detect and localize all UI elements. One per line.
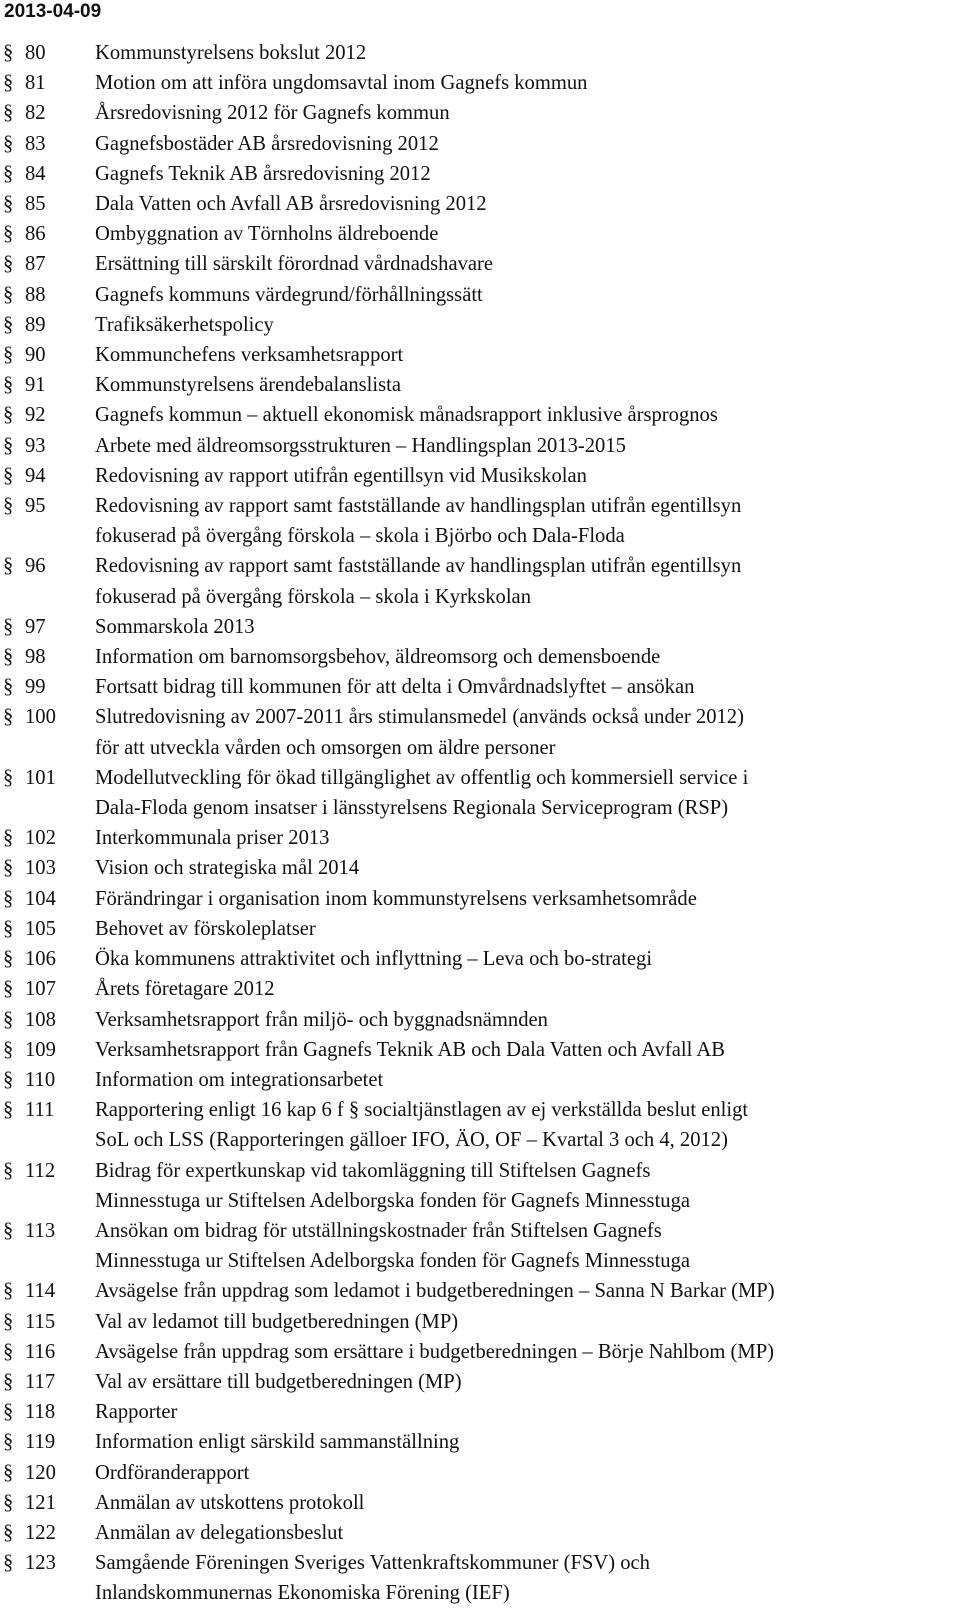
item-title-line: Behovet av förskoleplatser <box>95 917 316 940</box>
section-symbol: § <box>3 1219 14 1242</box>
item-title-line: Redovisning av rapport samt fastställande av handlingsplan utifrån egentillsyn <box>95 555 742 578</box>
agenda-item <box>0 1427 960 1457</box>
item-number: 82 <box>25 102 46 125</box>
item-title-line: Gagnefs Teknik AB årsredovisning 2012 <box>95 162 431 185</box>
agenda-item <box>0 551 960 611</box>
item-number: 108 <box>25 1008 56 1031</box>
section-symbol: § <box>3 827 14 850</box>
agenda-item <box>0 461 960 491</box>
item-title-line: Redovisning av rapport samt fastställande av handlingsplan utifrån egentillsyn <box>95 495 742 518</box>
item-number: 112 <box>25 1159 56 1182</box>
item-title <box>95 914 960 944</box>
item-number: 110 <box>25 1068 56 1091</box>
item-title <box>95 370 960 400</box>
item-number: 89 <box>25 313 46 336</box>
section-symbol: § <box>3 555 14 578</box>
item-title <box>95 853 960 883</box>
item-title <box>95 189 960 219</box>
agenda-item <box>0 1156 960 1216</box>
section-symbol: § <box>3 1280 14 1303</box>
item-title <box>95 1005 960 1035</box>
item-number: 117 <box>25 1370 56 1393</box>
item-title <box>95 431 960 461</box>
item-title-line: Val av ersättare till budgetberedningen (MP) <box>95 1370 462 1393</box>
item-title-line: Gagnefsbostäder AB årsredovisning 2012 <box>95 132 439 155</box>
section-symbol: § <box>3 706 14 729</box>
item-title-line: Avsägelse från uppdrag som ersättare i budgetberedningen – Börje Nahlbom (MP) <box>95 1340 775 1363</box>
agenda-item <box>0 1488 960 1518</box>
item-title <box>95 1427 960 1457</box>
section-symbol: § <box>3 615 14 638</box>
agenda-item <box>0 219 960 249</box>
item-number: 120 <box>25 1461 56 1484</box>
item-title-line: Kommunstyrelsens ärendebalanslista <box>95 374 401 397</box>
item-number: 88 <box>25 283 46 306</box>
section-symbol: § <box>3 1370 14 1393</box>
item-title-line: Ansökan om bidrag för utställningskostnader från Stiftelsen Gagnefs <box>95 1219 662 1242</box>
item-title-line: Val av ledamot till budgetberedningen (MP) <box>95 1310 459 1333</box>
section-symbol: § <box>3 676 14 699</box>
item-title-line: Ersättning till särskilt förordnad vårdnadshavare <box>95 253 494 276</box>
item-number: 99 <box>25 676 46 699</box>
section-symbol: § <box>3 887 14 910</box>
item-title <box>95 702 960 762</box>
section-symbol: § <box>3 223 14 246</box>
section-symbol: § <box>3 1340 14 1363</box>
item-number: 85 <box>25 193 46 216</box>
item-title <box>95 974 960 1004</box>
item-number: 121 <box>25 1491 56 1514</box>
item-title <box>95 1065 960 1095</box>
section-symbol: § <box>3 948 14 971</box>
section-symbol: § <box>3 978 14 1001</box>
agenda-item <box>0 98 960 128</box>
item-title <box>95 1488 960 1518</box>
document-date: 2013-04-09 <box>4 1 102 22</box>
item-title-line: Slutredovisning av 2007-2011 års stimulansmedel (används också under 2012) <box>95 706 744 729</box>
section-symbol: § <box>3 374 14 397</box>
item-number: 80 <box>25 42 46 64</box>
agenda-item <box>0 1337 960 1367</box>
item-title <box>95 461 960 491</box>
section-symbol: § <box>3 162 14 185</box>
item-title <box>95 249 960 279</box>
item-title-line: Kommunchefens verksamhetsrapport <box>95 344 404 367</box>
item-title-line: Information enligt särskild sammanställning <box>95 1431 460 1454</box>
item-title <box>95 129 960 159</box>
section-symbol: § <box>3 1008 14 1031</box>
item-number: 109 <box>25 1038 56 1061</box>
section-symbol: § <box>3 313 14 336</box>
agenda-item <box>0 1397 960 1427</box>
section-symbol: § <box>3 72 14 95</box>
item-title-line: Anmälan av delegationsbeslut <box>95 1521 344 1544</box>
item-title <box>95 491 960 551</box>
item-number: 113 <box>25 1219 56 1242</box>
agenda-item <box>0 1307 960 1337</box>
item-number: 84 <box>25 162 46 185</box>
agenda-item <box>0 1367 960 1397</box>
item-title <box>95 1307 960 1337</box>
section-symbol: § <box>3 1552 14 1575</box>
item-title-line: Verksamhetsrapport från Gagnefs Teknik AB och Dala Vatten och Avfall AB <box>95 1038 725 1061</box>
item-title <box>95 1156 960 1216</box>
item-number: 90 <box>25 344 46 367</box>
agenda-item <box>0 642 960 672</box>
item-title-line: Redovisning av rapport utifrån egentillsyn vid Musikskolan <box>95 464 587 487</box>
agenda-item <box>0 431 960 461</box>
item-number: 93 <box>25 434 46 457</box>
item-title-line: Gagnefs kommun – aktuell ekonomisk månadsrapport inklusive årsprognos <box>95 404 718 427</box>
item-title <box>95 1548 960 1608</box>
item-number: 107 <box>25 978 56 1001</box>
agenda-item <box>0 1458 960 1488</box>
item-title-line: Rapportering enligt 16 kap 6 f § socialtjänstlagen av ej verkställda beslut enligt <box>95 1099 749 1122</box>
item-title <box>95 38 960 68</box>
section-symbol: § <box>3 404 14 427</box>
agenda-item <box>0 1276 960 1306</box>
item-title <box>95 310 960 340</box>
item-title <box>95 1276 960 1306</box>
agenda-item <box>0 914 960 944</box>
agenda-item <box>0 763 960 823</box>
item-number: 102 <box>25 827 56 850</box>
item-title <box>95 551 960 611</box>
item-title-line: Information om integrationsarbetet <box>95 1068 384 1091</box>
item-title-line: Rapporter <box>95 1401 178 1424</box>
item-title <box>95 219 960 249</box>
item-title <box>95 763 960 823</box>
item-title-line: Sommarskola 2013 <box>95 615 255 638</box>
item-number: 100 <box>25 706 56 729</box>
agenda-item <box>0 280 960 310</box>
section-symbol: § <box>3 1461 14 1484</box>
item-title-line: Avsägelse från uppdrag som ledamot i budgetberedningen – Sanna N Barkar (MP) <box>95 1280 775 1303</box>
agenda-item <box>0 249 960 279</box>
item-title-line: Förändringar i organisation inom kommunstyrelsens verksamhetsområde <box>95 887 697 910</box>
item-title <box>95 1518 960 1548</box>
item-title-line: Dala Vatten och Avfall AB årsredovisning 2012 <box>95 193 487 216</box>
item-title <box>95 1397 960 1427</box>
item-title <box>95 1035 960 1065</box>
section-symbol: § <box>3 1099 14 1122</box>
agenda-item <box>0 129 960 159</box>
item-number: 115 <box>25 1310 56 1333</box>
section-symbol: § <box>3 1521 14 1544</box>
item-title-line: Arbete med äldreomsorgsstrukturen – Handlingsplan 2013-2015 <box>95 434 626 457</box>
item-title <box>95 68 960 98</box>
section-symbol: § <box>3 42 14 64</box>
agenda-item <box>0 1518 960 1548</box>
agenda-item <box>0 1548 960 1608</box>
section-symbol: § <box>3 1401 14 1424</box>
agenda-item <box>0 340 960 370</box>
agenda-item <box>0 38 960 68</box>
agenda-item <box>0 189 960 219</box>
agenda-item <box>0 884 960 914</box>
item-title-line: Inlandskommunernas Ekonomiska Förening (IEF) <box>95 1582 510 1605</box>
agenda-item <box>0 853 960 883</box>
item-number: 111 <box>25 1099 55 1122</box>
agenda-item <box>0 310 960 340</box>
item-title-line: Minnesstuga ur Stiftelsen Adelborgska fonden för Gagnefs Minnesstuga <box>95 1250 691 1273</box>
section-symbol: § <box>3 1491 14 1514</box>
agenda-item <box>0 672 960 702</box>
item-number: 81 <box>25 72 46 95</box>
item-title-line: Öka kommunens attraktivitet och inflyttning – Leva och bo-strategi <box>95 948 653 971</box>
item-title-line: Modellutveckling för ökad tillgänglighet av offentlig och kommersiell service i <box>95 766 749 789</box>
section-symbol: § <box>3 857 14 880</box>
item-title <box>95 1367 960 1397</box>
item-title <box>95 884 960 914</box>
item-number: 87 <box>25 253 46 276</box>
item-title <box>95 340 960 370</box>
item-title <box>95 672 960 702</box>
item-title-line: Interkommunala priser 2013 <box>95 827 330 850</box>
item-number: 118 <box>25 1401 56 1424</box>
agenda-item <box>0 1216 960 1276</box>
section-symbol: § <box>3 193 14 216</box>
item-title-line: Ordföranderapport <box>95 1461 250 1484</box>
item-number: 106 <box>25 948 56 971</box>
item-title-line: Årets företagare 2012 <box>95 978 275 1001</box>
agenda-item <box>0 612 960 642</box>
item-title <box>95 1337 960 1367</box>
item-title <box>95 400 960 430</box>
item-title-line: Kommunstyrelsens bokslut 2012 <box>95 42 367 64</box>
item-title-line: Minnesstuga ur Stiftelsen Adelborgska fonden för Gagnefs Minnesstuga <box>95 1189 691 1212</box>
item-number: 114 <box>25 1280 56 1303</box>
section-symbol: § <box>3 646 14 669</box>
section-symbol: § <box>3 102 14 125</box>
section-symbol: § <box>3 1310 14 1333</box>
item-title-line: Samgående Föreningen Sveriges Vattenkraftskommuner (FSV) och <box>95 1552 650 1575</box>
item-number: 122 <box>25 1521 56 1544</box>
item-title-line: Information om barnomsorgsbehov, äldreomsorg och demensboende <box>95 646 661 669</box>
item-title <box>95 612 960 642</box>
item-number: 86 <box>25 223 46 246</box>
section-symbol: § <box>3 132 14 155</box>
agenda-item <box>0 944 960 974</box>
item-title-line: Bidrag för expertkunskap vid takomläggning till Stiftelsen Gagnefs <box>95 1159 651 1182</box>
item-title <box>95 280 960 310</box>
agenda-list <box>0 38 960 1609</box>
item-title <box>95 159 960 189</box>
item-number: 119 <box>25 1431 56 1454</box>
item-number: 94 <box>25 464 46 487</box>
item-title <box>95 823 960 853</box>
item-title-line: Verksamhetsrapport från miljö- och byggnadsnämnden <box>95 1008 548 1031</box>
item-title <box>95 642 960 672</box>
item-title-line: fokuserad på övergång förskola – skola i Kyrkskolan <box>95 585 531 608</box>
item-title-line: för att utveckla vården och omsorgen om äldre personer <box>95 736 556 759</box>
item-title <box>95 944 960 974</box>
section-symbol: § <box>3 1159 14 1182</box>
agenda-item <box>0 370 960 400</box>
agenda-item <box>0 702 960 762</box>
item-title <box>95 1095 960 1155</box>
item-title-line: Gagnefs kommuns värdegrund/förhållningssätt <box>95 283 483 306</box>
section-symbol: § <box>3 344 14 367</box>
section-symbol: § <box>3 1431 14 1454</box>
section-symbol: § <box>3 1068 14 1091</box>
section-symbol: § <box>3 917 14 940</box>
item-number: 92 <box>25 404 46 427</box>
agenda-item <box>0 1005 960 1035</box>
item-title-line: Dala-Floda genom insatser i länsstyrelsens Regionala Serviceprogram (RSP) <box>95 797 729 820</box>
agenda-item <box>0 974 960 1004</box>
item-title <box>95 1216 960 1276</box>
agenda-item <box>0 823 960 853</box>
item-number: 104 <box>25 887 56 910</box>
item-title <box>95 1458 960 1488</box>
item-number: 83 <box>25 132 46 155</box>
item-title-line: Trafiksäkerhetspolicy <box>95 313 274 336</box>
item-number: 103 <box>25 857 56 880</box>
item-number: 91 <box>25 374 46 397</box>
section-symbol: § <box>3 253 14 276</box>
item-title-line: Vision och strategiska mål 2014 <box>95 857 360 880</box>
agenda-item <box>0 1095 960 1155</box>
agenda-item <box>0 400 960 430</box>
item-number: 101 <box>25 766 56 789</box>
item-number: 123 <box>25 1552 56 1575</box>
item-number: 95 <box>25 495 46 518</box>
section-symbol: § <box>3 434 14 457</box>
item-title-line: SoL och LSS (Rapporteringen gälloer IFO, ÄO, OF – Kvartal 3 och 4, 2012) <box>95 1129 728 1152</box>
item-title <box>95 98 960 128</box>
section-symbol: § <box>3 495 14 518</box>
item-title-line: Anmälan av utskottens protokoll <box>95 1491 365 1514</box>
agenda-item <box>0 491 960 551</box>
item-title-line: Årsredovisning 2012 för Gagnefs kommun <box>95 102 450 125</box>
item-title-line: Ombyggnation av Törnholns äldreboende <box>95 223 439 246</box>
item-number: 105 <box>25 917 56 940</box>
agenda-item <box>0 68 960 98</box>
section-symbol: § <box>3 283 14 306</box>
section-symbol: § <box>3 1038 14 1061</box>
item-number: 116 <box>25 1340 56 1363</box>
item-title-line: fokuserad på övergång förskola – skola i Björbo och Dala-Floda <box>95 525 625 548</box>
agenda-item <box>0 1065 960 1095</box>
item-title-line: Fortsatt bidrag till kommunen för att delta i Omvårdnadslyftet – ansökan <box>95 676 695 699</box>
agenda-item <box>0 1035 960 1065</box>
section-symbol: § <box>3 766 14 789</box>
item-number: 98 <box>25 646 46 669</box>
item-title-line: Motion om att införa ungdomsavtal inom Gagnefs kommun <box>95 72 588 95</box>
item-number: 97 <box>25 615 46 638</box>
section-symbol: § <box>3 464 14 487</box>
agenda-item <box>0 159 960 189</box>
item-number: 96 <box>25 555 46 578</box>
